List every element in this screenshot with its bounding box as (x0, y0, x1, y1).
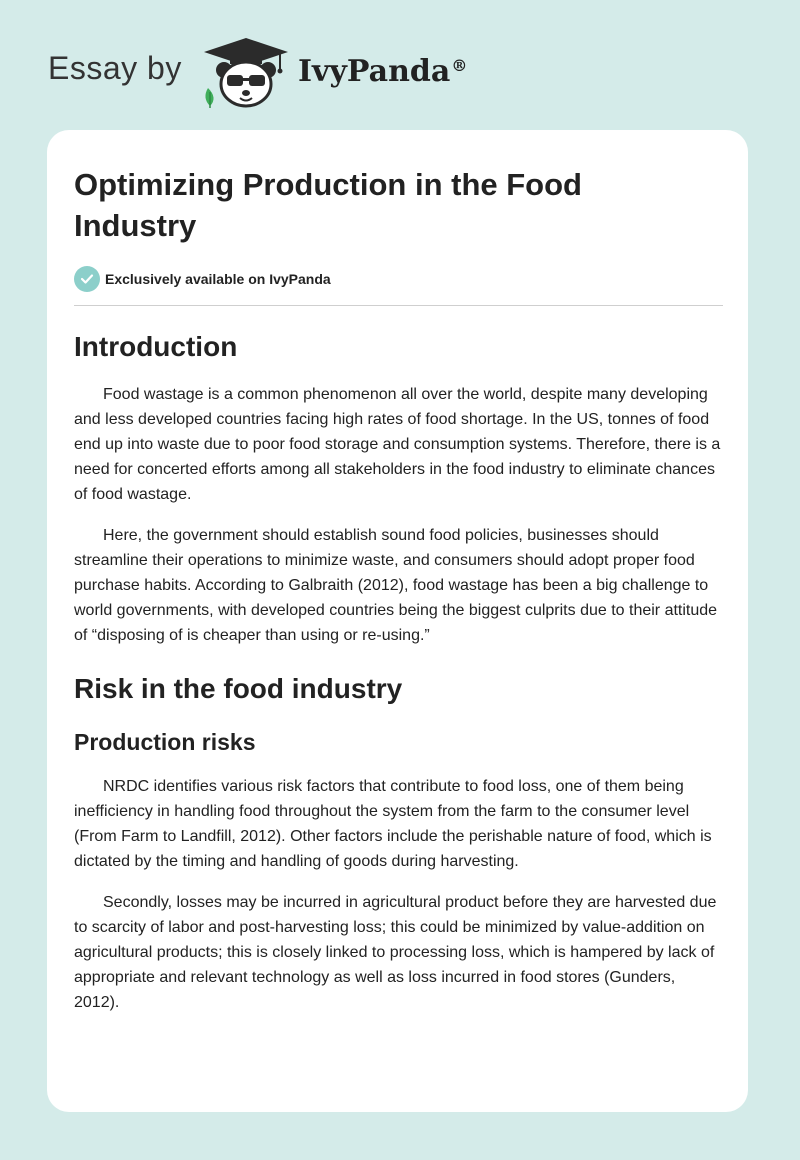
site-header (0, 0, 800, 130)
panda-graduate-logo-icon (200, 36, 292, 110)
paragraph: NRDC identifies various risk factors that contribute to food loss, one of them being inefficiency in handling food throughout the system from the farm to the consumer level (From Farm to Landfill, 2012). Other factors include the perishable nature of food, which is dictated by the timing and handling of goods during harvesting. (74, 778, 712, 870)
paragraph: Here, the government should establish sound food policies, businesses should streamline their operations to minimize waste, and consumers should adopt proper food purchase habits. According to Galbraith (2012), food wastage has been a big challenge to world governments, with developed countries being the biggest culprits due to their attitude of “disposing of is cheaper than using or re-using.” (74, 527, 718, 644)
check-circle-icon (74, 266, 100, 292)
section-heading-risk: Risk in the food industry (74, 673, 403, 704)
subsection-heading-production-risks: Production risks (74, 729, 256, 755)
essay-card (47, 130, 748, 1112)
exclusive-badge-text: Exclusively available on IvyPanda (105, 271, 331, 287)
essay-by-label: Essay by (48, 50, 182, 86)
section-heading-introduction: Introduction (74, 331, 238, 362)
exclusive-badge (74, 266, 722, 292)
paragraph: Secondly, losses may be incurred in agricultural product before they are harvested due to scarcity of labor and post-harvesting loss; this could be minimized by value-addition on agricultural products; this is closely linked to processing loss, which is hampered by lack of appropriate and relevant technology as well as loss incurred in food stores (Gunders, 2012). (74, 894, 717, 1011)
paragraph: Food wastage is a common phenomenon all over the world, despite many developing and less developed countries facing high rates of food shortage. In the US, tonnes of food end up into waste due to poor food storage and consumption systems. Therefore, there is a need for concerted efforts among all stakeholders in the food industry to eliminate chances of food wastage. (74, 386, 721, 503)
essay-title: Optimizing Production in the Food Industry (74, 167, 582, 243)
title-divider (74, 305, 723, 306)
ivypanda-brand-name: IvyPanda® (298, 54, 468, 89)
